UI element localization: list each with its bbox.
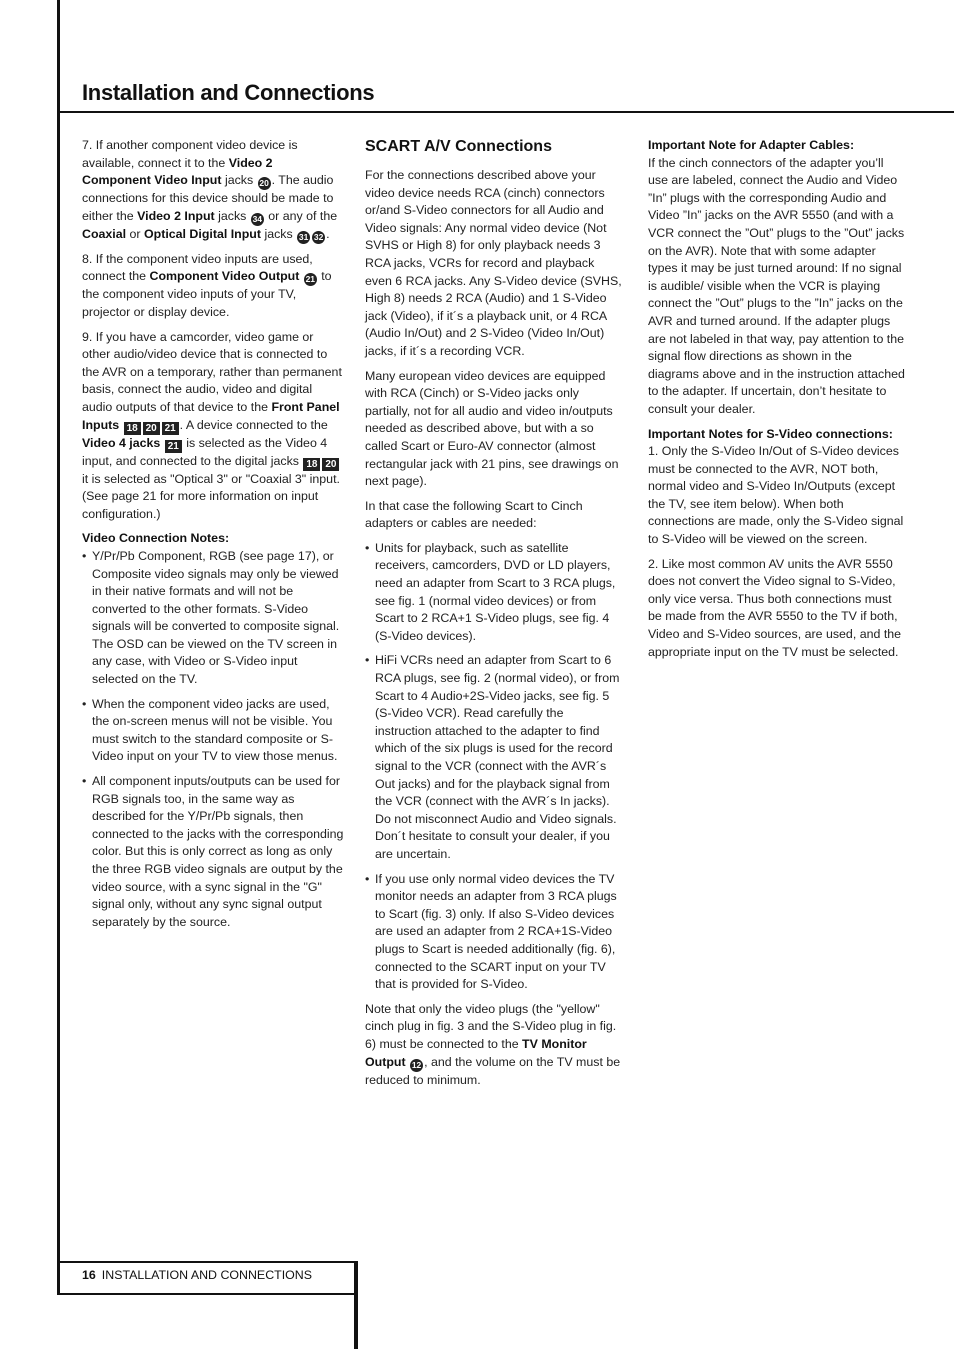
front-jack-number-badge: 20 bbox=[143, 422, 160, 435]
scart-section-heading: SCART A/V Connections bbox=[365, 138, 552, 155]
title-rule bbox=[57, 111, 954, 113]
text: . bbox=[326, 226, 330, 241]
jack-label: Video 4 jacks bbox=[82, 435, 161, 450]
jack-number-badge: 31 bbox=[298, 231, 309, 242]
text bbox=[119, 418, 122, 432]
text: 9. If you have a camcorder, video game or other audio/video device that is connected to the AVR on a temporary, rather than permanent basis, connect the audio, video and digital audio outputs of that device to the bbox=[82, 329, 342, 414]
column-3 bbox=[648, 137, 906, 668]
page-title: Installation and Connections bbox=[82, 80, 375, 105]
footer-rule bbox=[57, 1293, 357, 1295]
text: to the component video inputs of your TV, projector or display device. bbox=[82, 269, 332, 319]
svideo-note-heading: Important Notes for S-Video connections: bbox=[648, 426, 893, 441]
jack-number-badge: 20 bbox=[259, 178, 269, 189]
jack-label: Video 2 Component Video Input bbox=[82, 155, 273, 188]
bullet-item: • Units for playback, such as satellite receivers, camcorders, DVD or LD players, need an adapter from Scart to 3 RCA plugs, see fig. 1 (normal video devices) or from Scart to 2 RCA+1 S-Video plugs, see fig. 4 (S-Video devices). bbox=[365, 540, 623, 646]
jack-label: Optical Digital Input bbox=[143, 226, 262, 241]
paragraph: In that case the following Scart to Cinch adapters or cables are needed: bbox=[365, 498, 583, 531]
text: , and the volume on the TV must be reduced to minimum. bbox=[365, 1054, 621, 1087]
text: or any of the bbox=[264, 208, 338, 223]
text: 8. If the component video inputs are used, connect the bbox=[82, 251, 313, 284]
jack-number-badge: 12 bbox=[411, 1059, 422, 1070]
bullet-item: • Y/Pr/Pb Component, RGB (see page 17), or Composite video signals may only be viewed in their native formats and will not be converted to the other formats. S-Video signals will be converted to composite signal. The OSD can be viewed on the TV screen in any case, with Video or S-Video input selected on the TV. bbox=[82, 548, 344, 689]
bullet-item: • When the component video jacks are used, the on-screen menus will not be visible. You must switch to the standard composite or S-Video input on your TV to view those menus. bbox=[82, 696, 344, 766]
footer-rule bbox=[57, 1261, 357, 1263]
paragraph: If the cinch connectors of the adapter you’ll use are labeled, connect the Audio and Video ”In” plugs with the corresponding Audio and Video ”In” jacks on the AVR 5550 (and with a VCR connect the ”Out” plugs to the ”Out” jacks on the AVR). Note that with some adapter types it may be just turned around: If no signal is audible/ visible when the VCR is playing connect the ”Out” plugs to the ”In” jacks on the AVR and turned around. If the adapter plugs are not labeled in that way, pay attention to the signal flow directions as shown in the diagrams above and in the instruction attached to the adapter. If uncertain, don’t hesitate to consult your dealer. bbox=[648, 155, 905, 416]
text: jacks bbox=[221, 173, 257, 188]
jack-label: Video 2 Input bbox=[137, 208, 215, 223]
text bbox=[299, 269, 302, 283]
front-jack-number-badge: 18 bbox=[303, 458, 320, 471]
text: Note that only the video plugs (the "yellow" cinch plug in fig. 3 and the S-Video plug in fig. 6) must be connected to the bbox=[365, 1001, 617, 1051]
front-jack-number-badge: 21 bbox=[165, 440, 182, 453]
text bbox=[406, 1055, 409, 1069]
text bbox=[160, 436, 163, 450]
front-jack-number-badge: 21 bbox=[162, 422, 179, 435]
page-footer bbox=[82, 1268, 312, 1282]
bullet-item: • All component inputs/outputs can be used for RGB signals too, in the same way as described for the Y/Pr/Pb signals, then connected to the jacks with the corresponding color. But this is only correct as long as only the three RGB video signals are output by the video source, with a sync signal in the "G" signal only, without any sync signal output separately by the source. bbox=[82, 773, 344, 931]
paragraph-8 bbox=[82, 251, 344, 322]
jack-label: Component Video Output bbox=[149, 269, 300, 284]
text: jacks bbox=[261, 226, 297, 241]
jack-number-badge: 34 bbox=[252, 213, 263, 224]
paragraph: 2. Like most common AV units the AVR 5550 does not convert the Video signal to S-Video, only vice versa. Thus both connections must be made from the AVR 5550 to the TV if both, Video and S-Video sources, are used, and the appropriate input on the TV must be selected. bbox=[648, 556, 902, 659]
jack-number-badge: 21 bbox=[305, 274, 316, 285]
paragraph-7 bbox=[82, 137, 344, 244]
video-notes-heading: Video Connection Notes: bbox=[82, 531, 230, 546]
front-jack-number-badge: 20 bbox=[322, 458, 339, 471]
adapter-note-heading: Important Note for Adapter Cables: bbox=[648, 138, 855, 152]
front-jack-number-badge: 18 bbox=[124, 422, 141, 435]
jack-number-badge: 32 bbox=[313, 231, 324, 242]
column-2 bbox=[365, 137, 623, 1096]
jack-label: Coaxial bbox=[82, 226, 127, 241]
jack-label: TV Monitor Output bbox=[365, 1036, 587, 1069]
text: . The audio connections for this device should be made to either the bbox=[82, 173, 334, 223]
footer-vertical-rule bbox=[354, 1261, 358, 1349]
bullet-item: • HiFi VCRs need an adapter from Scart to 6 RCA plugs, see fig. 2 (normal video), or from Scart to 4 Audio+2S-Video jacks, see fig. 5 (S-Video VCR). Read carefully the instruction attached to the adapter to find which of the six plugs is used for the record signal to the VCR (connect with the AVR´s Out jacks) and for the playback signal from the VCR (connect with the AVR´s In jacks). Do not misconnect Audio and Video signals. Don´t hesitate to consult your dealer, if you are uncertain. bbox=[365, 652, 623, 863]
text: is selected as the Video 4 input, and connected to the digital jacks bbox=[82, 435, 328, 468]
bullet-item: • If you use only normal video devices the TV monitor needs an adapter from 3 RCA plugs to Scart (fig. 3) only. If also S-Video devices are used an adapter from 2 RCA+1S-Video plugs to Scart is needed additionally (fig. 6), connected to the SCART input on your TV that is provided for S-Video. bbox=[365, 871, 623, 994]
footer-label: INSTALLATION AND CONNECTIONS bbox=[101, 1268, 313, 1282]
paragraph-9 bbox=[82, 329, 344, 524]
text: 7. If another component video device is available, connect it to the bbox=[82, 138, 298, 170]
text: or bbox=[126, 226, 144, 241]
left-margin-rule bbox=[57, 0, 60, 1295]
page-number: 16 bbox=[82, 1268, 96, 1282]
text: . A device connected to the bbox=[179, 417, 328, 432]
paragraph: Many european video devices are equipped with RCA (Cinch) or S-Video jacks only partially, not for all audio and video in/outputs needed as described above, but with a so called Scart or Euro-AV connector (almost rectangular jack with 21 pins, see drawings on next page). bbox=[365, 368, 619, 489]
jack-label: Front Panel Inputs bbox=[82, 399, 340, 432]
text: it is selected as "Optical 3" or "Coaxial 3" input. (See page 21 for more information on input configuration.) bbox=[82, 471, 340, 521]
text: jacks bbox=[214, 208, 250, 223]
paragraph-note bbox=[365, 1001, 623, 1089]
paragraph: For the connections described above your video device needs RCA (cinch) connectors or/and S-Video connectors for all Audio and Video signals: Any normal video device (Not SVHS or High 8) for only playback needs 3 RCA jacks, VCRs for record and playback even 6 RCA jacks. Any S-Video device (SVHS, High 8) needs 2 RCA (Audio) and 1 S-Video jack (Video), if it´s a playback unit, or 4 RCA (Audio In/Out) and 2 S-Video (Video In/Out) jacks, if it´s a recording VCR. bbox=[365, 168, 622, 358]
column-1 bbox=[82, 137, 344, 938]
paragraph: 1. Only the S-Video In/Out of S-Video devices must be connected to the AVR, NOT both, normal video and S-Video In/Outputs (except the TV, see item below). When both connections are made, only the S-Video signal to S-Video will be viewed on the screen. bbox=[648, 444, 904, 547]
